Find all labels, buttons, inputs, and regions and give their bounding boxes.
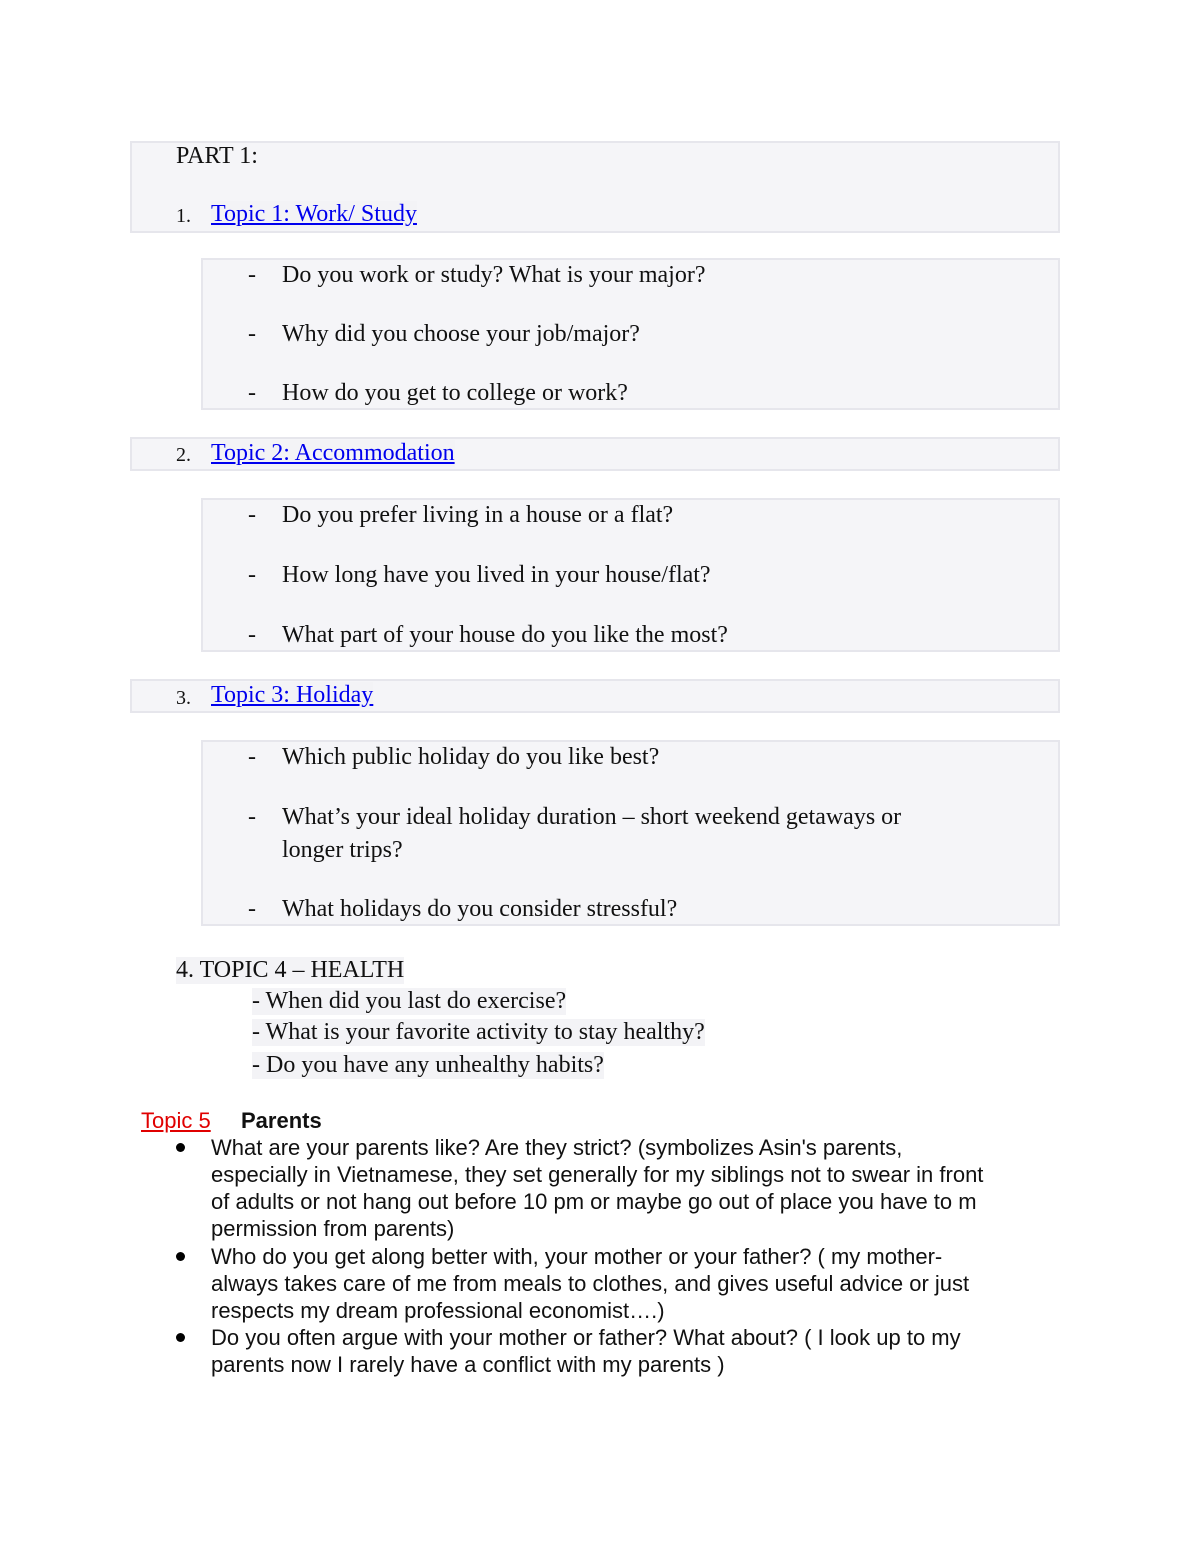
topic-3-question-2-continued: longer trips? bbox=[282, 837, 403, 863]
topic-2-question-3: What part of your house do you like the most? bbox=[282, 622, 728, 648]
dash-marker: - bbox=[248, 380, 256, 406]
topic-1-question-3: How do you get to college or work? bbox=[282, 380, 628, 406]
dash-marker: - bbox=[248, 896, 256, 922]
topic-5-item-3-line-1: Do you often argue with your mother or father? What about? ( I look up to my bbox=[211, 1325, 961, 1350]
topic-5-item-2-line-2: always takes care of me from meals to clothes, and gives useful advice or just bbox=[211, 1271, 970, 1296]
topic-3-link[interactable]: Topic 3: Holiday bbox=[211, 682, 374, 708]
topic-3-question-1: Which public holiday do you like best? bbox=[282, 744, 660, 770]
topic-3-question-2: What’s your ideal holiday duration – short weekend getaways or bbox=[282, 804, 902, 830]
topic-4-title: 4. TOPIC 4 – HEALTH bbox=[176, 957, 405, 983]
topic-5-item-2-line-3: respects my dream professional economist….) bbox=[211, 1298, 665, 1323]
topic-3-number: 3. bbox=[176, 687, 191, 709]
topic-5-item-1-line-1: What are your parents like? Are they strict? (symbolizes Asin's parents, bbox=[211, 1135, 903, 1160]
topic-5-item-1-line-2: especially in Vietnamese, they set generally for my siblings not to swear in front bbox=[211, 1162, 984, 1187]
topic-1-number: 1. bbox=[176, 205, 191, 227]
dash-marker: - bbox=[248, 502, 256, 528]
dash-marker: - bbox=[248, 804, 256, 830]
topic-2-question-1: Do you prefer living in a house or a flat? bbox=[282, 502, 674, 528]
topic-2-link[interactable]: Topic 2: Accommodation bbox=[211, 440, 455, 466]
dash-marker: - bbox=[248, 262, 256, 288]
topic-1-question-2: Why did you choose your job/major? bbox=[282, 321, 640, 347]
topic-5-item-2-line-1: Who do you get along better with, your mother or your father? ( my mother- bbox=[211, 1244, 943, 1269]
topic-5-label: Topic 5 bbox=[141, 1108, 211, 1133]
bullet-icon bbox=[176, 1333, 185, 1342]
topic-5-item-1-line-3: of adults or not hang out before 10 pm or maybe go out of place you have to m bbox=[211, 1189, 977, 1214]
dash-marker: - bbox=[248, 744, 256, 770]
topic-3-question-3: What holidays do you consider stressful? bbox=[282, 896, 678, 922]
dash-marker: - bbox=[248, 622, 256, 648]
topic-5-item-1-line-4: permission from parents) bbox=[211, 1216, 455, 1241]
dash-marker: - bbox=[248, 562, 256, 588]
topic-2-number: 2. bbox=[176, 444, 191, 466]
bullet-icon bbox=[176, 1143, 185, 1152]
topic-5-item-3-line-2: parents now I rarely have a conflict with my parents ) bbox=[211, 1352, 725, 1377]
part-title: PART 1: bbox=[176, 143, 258, 169]
topic-1-question-1: Do you work or study? What is your major? bbox=[282, 262, 706, 288]
topic-4-question-1: - When did you last do exercise? bbox=[252, 988, 567, 1014]
topic-1-link[interactable]: Topic 1: Work/ Study bbox=[211, 201, 417, 227]
dash-marker: - bbox=[248, 321, 256, 347]
topic-4-question-3: - Do you have any unhealthy habits? bbox=[252, 1052, 604, 1078]
topic-2-question-2: How long have you lived in your house/flat? bbox=[282, 562, 711, 588]
bullet-icon bbox=[176, 1252, 185, 1261]
topic-5-title: Parents bbox=[241, 1108, 322, 1133]
topic-4-question-2: - What is your favorite activity to stay healthy? bbox=[252, 1019, 705, 1045]
